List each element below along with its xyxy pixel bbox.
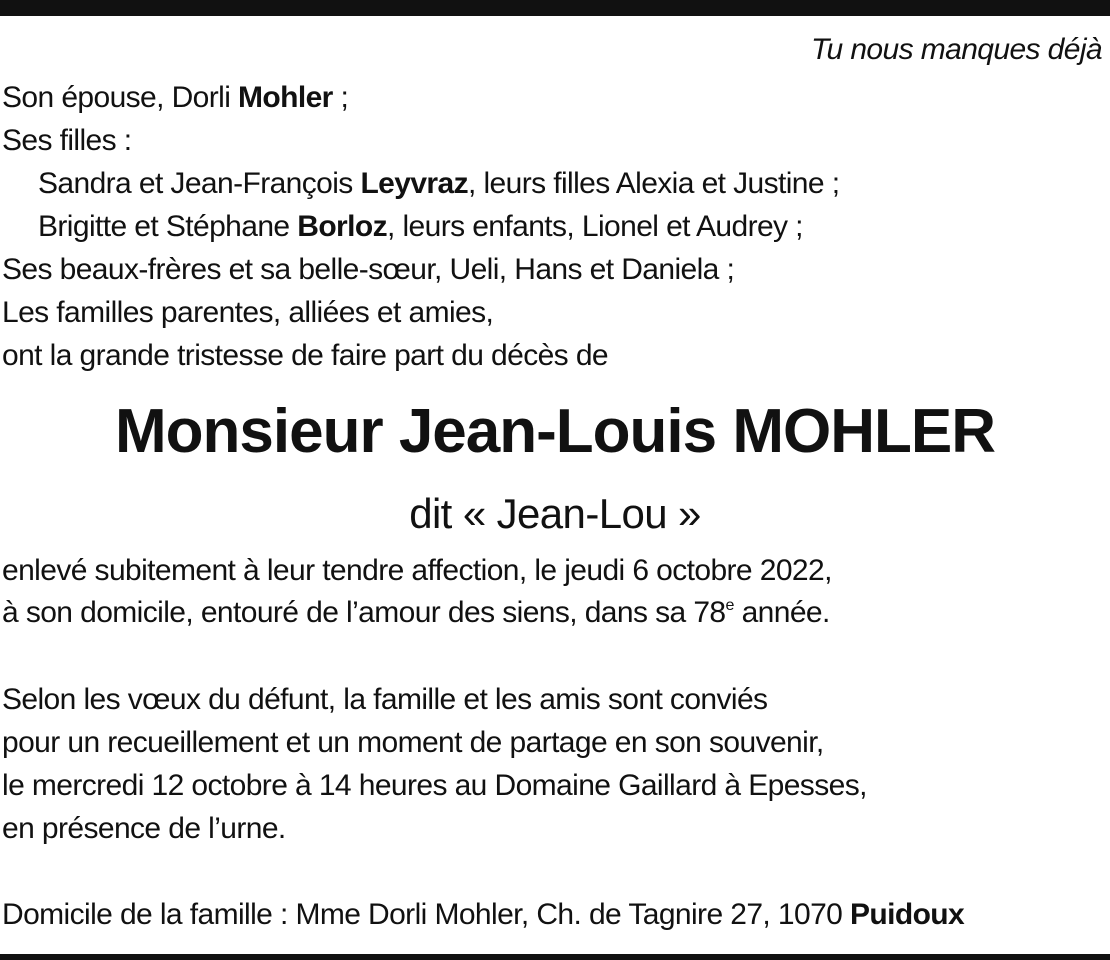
- daughter1-prefix: Sandra et Jean-François: [38, 167, 361, 200]
- daughter1-surname: Leyvraz: [360, 167, 468, 200]
- motto: Tu nous manques déjà: [811, 33, 1102, 66]
- wife-prefix: Son épouse, Dorli: [2, 81, 239, 114]
- family-address: [2, 895, 964, 935]
- relatives-line: Les familles parentes, alliées et amies,: [2, 296, 494, 329]
- daughter1-line: [38, 164, 839, 204]
- announcement-line: ont la grande tristesse de faire part du décès de: [2, 339, 608, 372]
- death-line-2: [2, 593, 830, 633]
- daughters-heading: Ses filles :: [2, 124, 132, 157]
- ceremony-line-1: Selon les vœux du défunt, la famille et les amis sont conviés: [2, 683, 768, 716]
- daughter2-surname: Borloz: [297, 210, 387, 243]
- ordinal-superscript: e: [725, 597, 734, 614]
- wife-line: [2, 78, 348, 118]
- address-city: Puidoux: [849, 898, 965, 931]
- wife-suffix: ;: [332, 81, 349, 114]
- in-laws-line: Ses beaux-frères et sa belle-sœur, Ueli, Hans et Daniela ;: [2, 253, 735, 286]
- address-prefix: Domicile de la famille : Mme Dorli Mohler, Ch. de Tagnire 27, 1070: [2, 898, 850, 931]
- wife-surname: Mohler: [238, 81, 333, 114]
- daughter2-suffix: , leurs enfants, Lionel et Audrey ;: [386, 210, 803, 243]
- death-line-2-suffix: année.: [733, 596, 830, 629]
- bottom-border-rule: [0, 954, 1110, 960]
- top-border-rule: [0, 0, 1110, 16]
- daughter2-prefix: Brigitte et Stéphane: [38, 210, 298, 243]
- deceased-name: Monsieur Jean-Louis MOHLER: [115, 397, 995, 466]
- ceremony-line-2: pour un recueillement et un moment de partage en son souvenir,: [2, 726, 824, 759]
- death-line-2-prefix: à son domicile, entouré de l’amour des siens, dans sa 78: [2, 596, 726, 629]
- daughter1-suffix: , leurs filles Alexia et Justine ;: [468, 167, 840, 200]
- deceased-nickname: dit « Jean-Lou »: [409, 490, 701, 537]
- ceremony-line-3: le mercredi 12 octobre à 14 heures au Domaine Gaillard à Epesses,: [2, 769, 867, 802]
- ceremony-line-4: en présence de l’urne.: [2, 812, 286, 845]
- daughter2-line: [38, 207, 803, 247]
- death-line-1: enlevé subitement à leur tendre affection, le jeudi 6 octobre 2022,: [2, 554, 832, 587]
